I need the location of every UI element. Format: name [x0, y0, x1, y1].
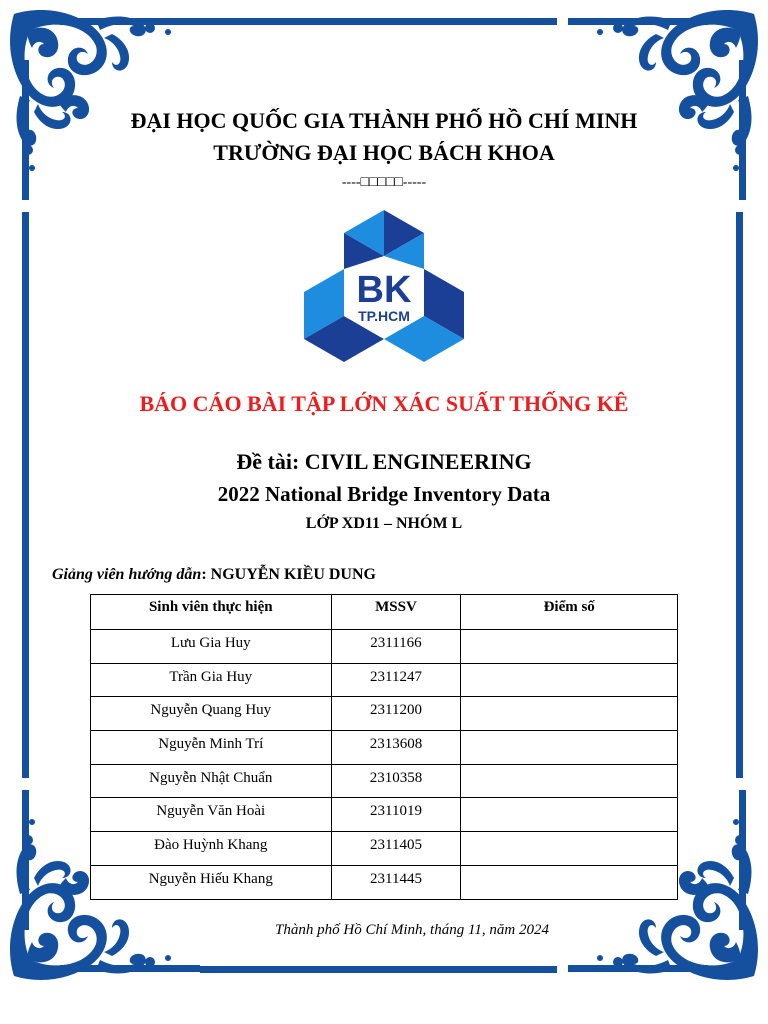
student-id: 2311445 [331, 865, 461, 899]
advisor-label: Giảng viên hướng dẫn [52, 566, 202, 583]
student-id: 2311166 [331, 630, 461, 664]
bk-logo [300, 206, 468, 366]
report-title: BÁO CÁO BÀI TẬP LỚN XÁC SUẤT THỐNG KÊ [139, 391, 629, 416]
student-score [461, 865, 678, 899]
student-score [461, 630, 678, 664]
students-table [90, 594, 678, 900]
student-name: Nguyễn Minh Trí [91, 731, 332, 765]
advisor-name: : NGUYỄN KIỀU DUNG [201, 566, 376, 583]
logo-city-text: TP.HCM [358, 308, 410, 324]
student-name: Nguyễn Văn Hoài [91, 798, 332, 832]
student-name: Nguyễn Hiếu Khang [91, 865, 332, 899]
student-score [461, 731, 678, 765]
student-score [461, 832, 678, 866]
student-id: 2311405 [331, 832, 461, 866]
university-name: ĐẠI HỌC QUỐC GIA THÀNH PHỐ HỒ CHÍ MINH [130, 108, 638, 133]
school-name: TRƯỜNG ĐẠI HỌC BÁCH KHOA [213, 140, 555, 165]
table-row [91, 630, 678, 664]
student-id: 2311019 [331, 798, 461, 832]
student-id: 2313608 [331, 731, 461, 765]
student-score [461, 764, 678, 798]
student-score [461, 798, 678, 832]
report-dataset: 2022 National Bridge Inventory Data [217, 482, 551, 506]
table-row [91, 865, 678, 899]
table-row [91, 663, 678, 697]
report-topic: Đề tài: CIVIL ENGINEERING [236, 449, 532, 474]
student-id: 2310358 [331, 764, 461, 798]
header-score: Điểm số [461, 595, 678, 630]
advisor-line [52, 566, 376, 584]
student-score [461, 697, 678, 731]
student-name: Nguyễn Quang Huy [91, 697, 332, 731]
header-mssv: MSSV [331, 595, 461, 630]
logo-bk-text: BK [356, 269, 412, 311]
table-row [91, 764, 678, 798]
student-id: 2311247 [331, 663, 461, 697]
class-group: LỚP XD11 – NHÓM L [305, 515, 463, 532]
header-student: Sinh viên thực hiện [91, 595, 332, 630]
table-row [91, 832, 678, 866]
table-header-row [91, 595, 678, 630]
student-name: Đào Huỳnh Khang [91, 832, 332, 866]
student-name: Trần Gia Huy [91, 663, 332, 697]
table-row [91, 798, 678, 832]
student-name: Lưu Gia Huy [91, 630, 332, 664]
table-row [91, 697, 678, 731]
table-row [91, 731, 678, 765]
student-id: 2311200 [331, 697, 461, 731]
student-score [461, 663, 678, 697]
student-name: Nguyễn Nhật Chuẩn [91, 764, 332, 798]
header-divider: ----□□□□□----- [341, 175, 427, 190]
place-and-date: Thành phố Hồ Chí Minh, tháng 11, năm 2024 [275, 922, 549, 938]
